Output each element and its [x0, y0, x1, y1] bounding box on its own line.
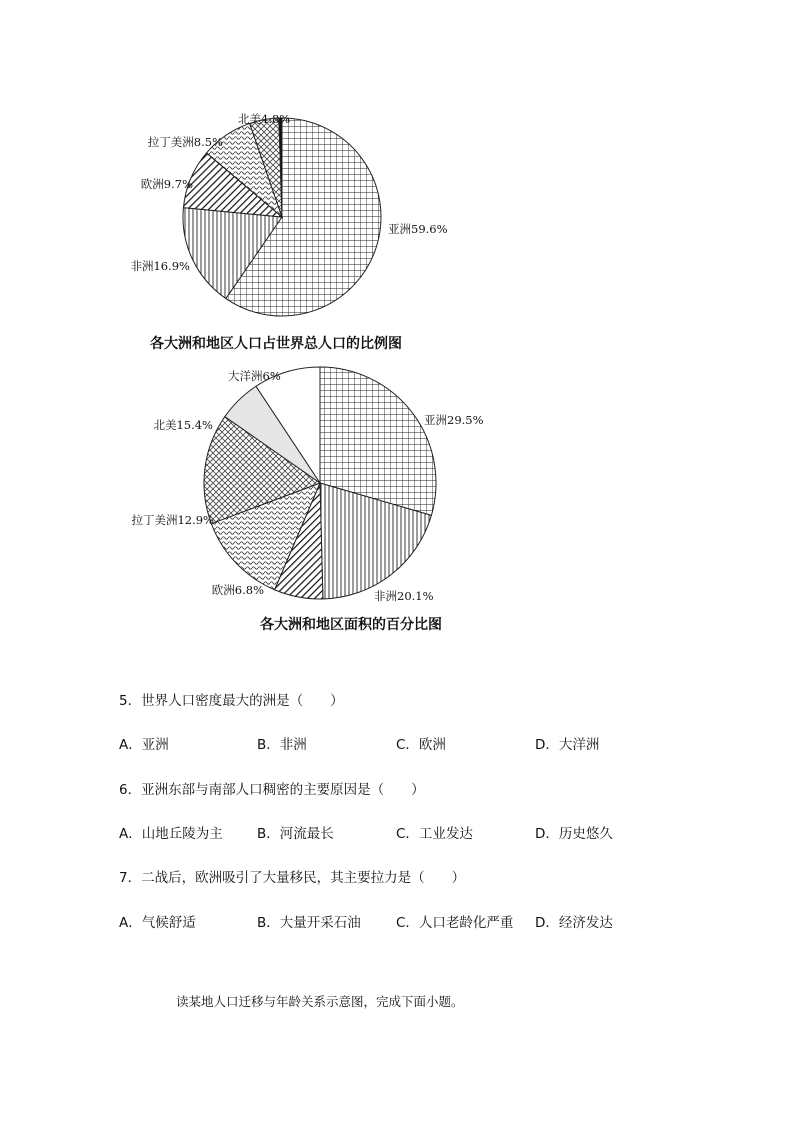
question-5-option-d[interactable]: D．大洋洲 — [535, 737, 600, 753]
question-5-option-a[interactable]: A．亚洲 — [119, 737, 169, 753]
chart1-caption: 各大洲和地区人口占世界总人口的比例图 — [150, 336, 402, 352]
question-7-option-b[interactable]: B．大量开采石油 — [257, 915, 361, 931]
area-pie-chart — [131, 367, 483, 603]
question-5-option-b[interactable]: B．非洲 — [257, 737, 307, 753]
pie-label-欧洲: 欧洲6.8% — [211, 583, 264, 597]
question-5-stem: 5．世界人口密度最大的洲是（ ） — [119, 693, 344, 709]
pie-label-欧洲: 欧洲9.7% — [140, 177, 193, 191]
pie-label-非洲: 非洲20.1% — [374, 589, 434, 603]
question-6-stem: 6．亚洲东部与南部人口稠密的主要原因是（ ） — [119, 782, 425, 798]
question-7-option-d[interactable]: D．经济发达 — [535, 915, 613, 931]
question-6-option-d[interactable]: D．历史悠久 — [535, 826, 613, 842]
question-7-option-c[interactable]: C．人口老龄化严重 — [396, 915, 514, 931]
question-7-option-a[interactable]: A．气候舒适 — [119, 915, 196, 931]
pie-label-大洋洲: 大洋洲6% — [228, 369, 281, 383]
pie-label-拉丁美洲: 拉丁美洲8.5% — [147, 135, 223, 149]
chart2-caption: 各大洲和地区面积的百分比图 — [260, 617, 442, 633]
question-7-stem: 7．二战后，欧洲吸引了大量移民，其主要拉力是（ ） — [119, 870, 466, 886]
question-6-option-a[interactable]: A．山地丘陵为主 — [119, 826, 223, 842]
pie-label-拉丁美洲: 拉丁美洲12.9% — [131, 513, 214, 527]
pie-label-北美: 北美15.4% — [153, 418, 213, 432]
pie-label-亚洲: 亚洲59.6% — [388, 222, 448, 236]
next-section-intro: 读某地人口迁移与年龄关系示意图，完成下面小题。 — [176, 994, 464, 1009]
pie-label-北美: 北美4.8% — [238, 112, 291, 126]
population-pie-chart — [130, 112, 447, 316]
question-5-option-c[interactable]: C．欧洲 — [396, 737, 446, 753]
pie-label-亚洲: 亚洲29.5% — [424, 413, 484, 427]
question-6-option-b[interactable]: B．河流最长 — [257, 826, 334, 842]
question-6-option-c[interactable]: C．工业发达 — [396, 826, 473, 842]
pie-label-非洲: 非洲16.9% — [130, 259, 190, 273]
